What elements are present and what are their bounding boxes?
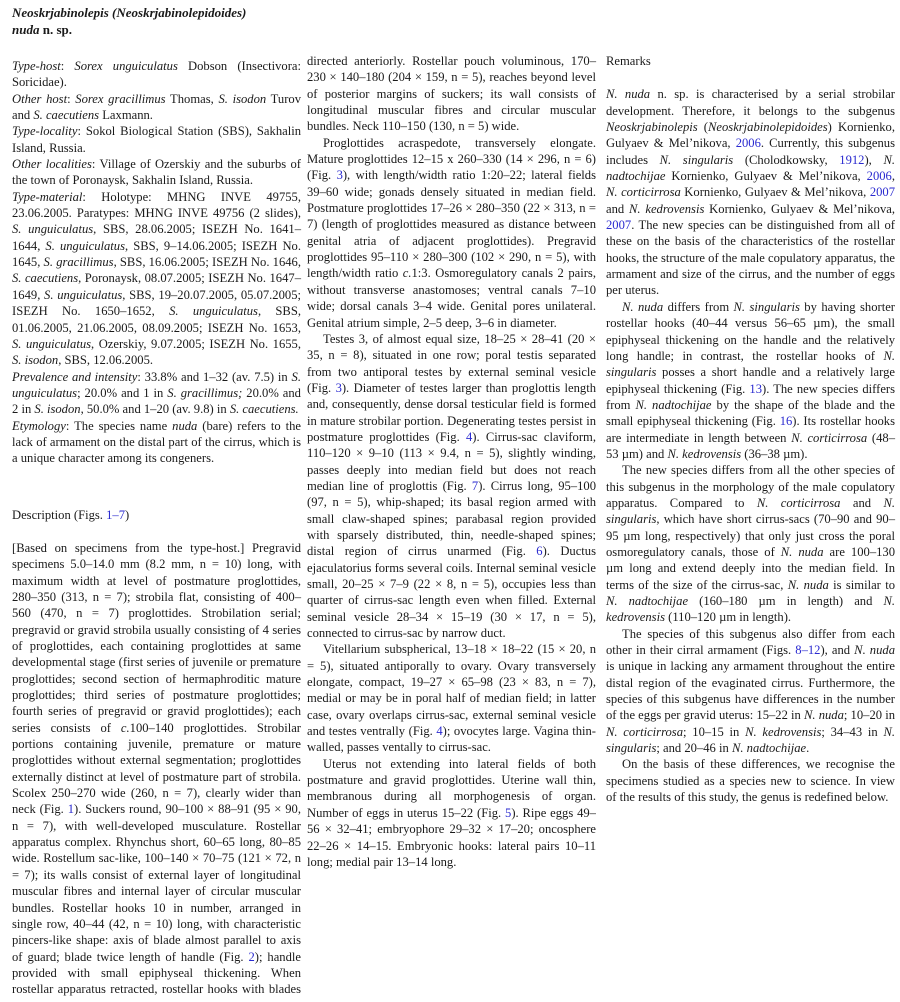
taxonomy-entry: Other host: Sorex gracillimus Thomas, S. isodon Turov and S. caecutiens Laxmann. [12,91,301,123]
title-suffix: n. sp. [42,22,72,37]
italic-taxon: N. nadtochijae [731,741,807,756]
italic-taxon: S. isodon [12,353,59,368]
italic-taxon: S. gracillimus [43,255,114,270]
taxonomy-label: Prevalence and intensity [12,369,138,384]
italic-taxon: N. nadtochijae [635,397,712,412]
taxonomy-entry: Prevalence and intensity: 33.8% and 1–32 (av. 7.5) in S. unguiculatus; 20.0% and 1 in S. gracillimus; 20.0% and 2 in S. isodon, 50.0% and 1–20 (av. 9.8) in S. caecutiens. [12,369,301,417]
italic-taxon: S. unguiculatus [12,336,92,351]
taxonomy-entry: Other localities: Village of Ozerskiy and the suburbs of the town of Poronaysk, Sakhalin Island, Russia. [12,157,301,188]
figure-ref-link[interactable]: 2006 [866,169,892,184]
italic-taxon: N. nuda [787,577,829,592]
figure-ref-link[interactable]: 6 [536,544,543,559]
italic-taxon: N. corticirrosa [791,430,868,445]
italic-taxon: S. gracillimus; [167,385,243,400]
figure-ref-link[interactable]: 7 [471,478,479,493]
figure-ref-link[interactable]: 2007 [606,218,632,233]
italic-taxon: N. corticirrosa [756,495,841,510]
italic-taxon: Neoskrjabinolepidoides [708,120,828,135]
italic-taxon: N. nuda [804,708,844,723]
figure-ref-link[interactable]: 5 [505,805,512,820]
italic-taxon: S. caecutiens. [229,402,299,417]
taxonomy-label: Other localities [12,157,92,172]
figure-ref-link[interactable]: 8–12 [795,643,821,658]
column-left [12,0,301,998]
italic-taxon: S. unguiculatus [45,238,126,253]
italic-taxon: Sorex unguiculatus [74,59,178,73]
taxonomy-block [12,58,301,467]
italic-taxon: N. kedrovensis [606,594,895,625]
italic-taxon: S. unguiculatus [12,222,94,237]
italic-taxon: S. unguiculatus [44,287,123,302]
italic-taxon: S. unguiculatus [12,369,301,400]
description-heading: Description (Figs. 1–7) [12,507,130,522]
figure-ref-link[interactable]: 4 [466,429,473,444]
italic-taxon: N. singularis [606,724,895,756]
description-body [12,540,301,998]
figure-ref-link[interactable]: 1 [67,802,75,817]
column-middle [307,53,596,870]
body-paragraph: directed anteriorly. Rostellar pouch voluminous, 170–230 × 140–180 (204 × 159, n = 5), reaches beyond level of posterior margins of suckers; its wall consists of longitudinal muscular fibres and circular muscular bundles. Neck 110–150 (130, n = 5) wide. [307,54,596,134]
figure-ref-link[interactable]: 2 [248,949,255,964]
body-paragraph: Vitellarium subspherical, 13–18 × 18–22 (15 × 20, n = 5), situated antiporally to ovary. Ovary transversely elongate, compact, 19–27 × 65–98 (23 × 83, n = 7), medial or may be in poral half of median field; in latter case, ovary overlaps cirrus-sac, external seminal vesicle and testes ventrally (Fig. 4); ovocytes large. Vagina thin-walled, passes ventally to cirrus-sac. [307,642,596,755]
figure-ref-link[interactable]: 3 [335,380,342,395]
body-paragraph: N. nuda n. sp. is characterised by a serial strobilar development. Therefore, it belongs to the subgenus Neoskrjabinolepis (Neoskrjabinolepidoides) Kornienko, Gulyaev & Mel’nikova, 2006. Currently, this subgenus includes N. singularis (Cholodkowsky, 1912), N. nadtochijae Kornienko, Gulyaev & Mel’nikova, 2006, N. corticirrosa Kornienko, Gulyaev & Mel’nikova, 2007 and N. kedrovensis Kornienko, Gulyaev & Mel’nikova, 2007. The new species can be distinguished from all of these on the basis of the characteristics of the rostellar hooks, the structure of the male copulatory apparatus, the armament and size of the cirrus, and the number of eggs per uterus. [606,87,896,298]
body-paragraph: [Based on specimens from the type-host.] Pregravid specimens 5.0–14.0 mm (8.2 mm, n = 10) long, with maximum width at level of postmature proglottides, 280–350 (313, n = 7); strobila flat, consisting of 400–560 (470, n = 7) proglottides. Strobilation serial; pregravid or gravid strobila usually consisting of 4 series of proglottides, each containing proglottides at same developmental stage (first series of juvenile or premature proglottides; second section of hermaphroditic mature proglottides; third series of postmature proglottides; fourth series of pregravid or gravid proglottides); each series consists of c.100–140 proglottides. Strobilar portions containing juvenile, premature or mature proglottides without external segmentation; proglottides externally distinct at level of postmature part of strobila. Scolex 250–270 wide (260, n = 7), clearly wider than neck (Fig. 1). Suckers round, 90–100 × 88–91 (95 × 90, n = 7), with well-developed musculature. Rostellar apparatus complex. Rhynchus short, 60–65 long, 80–85 wide. Rostellum sac-like, 100–140 × 70–75 (121 × 72, n = 7); its walls consist of external layer of longitudinal muscular fibres and internal layer of circular muscular bundles. Rostellar hooks 10 in number, arranged in single row, 40–44 (42, n = 10) long, with characteristic pincers-like shape: axis of blade almost parallel to axis of guard; blade twice length of handle (Fig. 2); handle provided with small epiphyseal thickening. When rostellar apparatus retracted, rostellar hooks with blades [12,540,302,997]
italic-taxon: N. singularis [606,348,895,380]
italic-taxon: S. caecutiens [12,271,79,286]
italic-taxon: S. unguiculatus [169,304,258,319]
body-paragraph: On the basis of these differences, we recognise the specimens studied as a species new to science. In view of the results of this study, the genus is redefined below. [606,757,895,805]
italic-taxon: N. corticirrosa [606,185,681,200]
italic-taxon: N. nuda [622,299,664,314]
body-paragraph: The species of this subgenus also differ from each other in their cirral armament (Figs. 8–12), and N. nuda is unique in lacking any armament throughout the entire distal region of the evaginated cirrus. Furthermore, the species of this subgenus have differences in the number of the eggs per gravid uterus: 15–22 in N. nuda; 10–20 in N. corticirrosa; 10–15 in N. kedrovensis; 34–43 in N. singularis; and 20–46 in N. nadtochijae. [606,626,895,756]
figure-ref-link[interactable]: 1–7 [106,507,125,522]
italic-taxon: N. kedrovensis [629,201,705,216]
italic-taxon: S. isodon [34,402,81,417]
taxonomy-label: Other host [12,91,68,106]
italic-taxon: c. [402,266,412,281]
taxonomy-label: Type-locality [12,124,78,139]
italic-taxon: S. isodon [218,91,267,106]
body-paragraph: Testes 3, of almost equal size, 18–25 × 28–41 (20 × 35, n = 8), situated in one row; poral testis separated from two antiporal testes by external seminal vesicle (Fig. 3). Diameter of testes larger than proglottis length and, consequently, dense dorsal testicular field is formed in mature strobilar portion. Degenerating testes persist in postmature proglottides (Fig. 4). Cirrus-sac claviform, 110–120 × 9–10 (113 × 9.4, n = 5), slightly winding, passes deeply into median field but does not reach median line of proglottis (Fig. 7). Cirrus long, 95–100 (97, n = 5), whip-shaped; its basal region armed with small claw-shaped spines; parabasal region provided with sparsely distributed, thin, needle-shaped spines; distal region of cirrus unarmed (Fig. 6). Ductus ejaculatorius forms several coils. Internal seminal vesicle small, 20–25 × 7–9 (22 × 8, n = 5), occupies less than quarter of cirrus-sac length even when filled. External seminal vesicle 28–34 × 15–19 (30 × 17, n = 5), connected to cirrus-sac by narrow duct. [307,331,597,641]
figure-ref-link[interactable]: 3 [336,168,343,183]
taxonomy-entry: Type-host: Sorex unguiculatus Dobson (Insectivora: Soricidae). [12,59,301,90]
italic-taxon: N. kedrovensis [745,724,822,739]
figure-ref-link[interactable]: 16 [779,414,793,429]
italic-taxon: S. caecutiens [33,108,100,123]
italic-taxon: N. nadtochijae [606,152,895,184]
taxonomy-entry: Type-material: Holotype: MHNG INVE 49755, 23.06.2005. Paratypes: MHNG INVE 49756 (2 slides), S. unguiculatus, SBS, 28.06.2005; ISEZH No. 1641–1644, S. unguiculatus, SBS, 9–14.06.2005; ISEZH No. 1645, S. gracillimus, SBS, 16.06.2005; ISEZH No. 1646, S. caecutiens, Poronaysk, 08.07.2005; ISEZH No. 1647–1649, S. unguiculatus, SBS, 19–20.07.2005, 05.07.2005; ISEZH No. 1650–1652, S. unguiculatus, SBS, 01.06.2005, 21.06.2005, 08.09.2005; ISEZH No. 1653, S. unguiculatus, Ozerskiy, 9.07.2005; ISEZH No. 1655, S. isodon, SBS, 12.06.2005. [12,189,302,368]
italic-taxon: Neoskrjabinolepis [606,120,698,135]
body-paragraph: Proglottides acraspedote, transversely elongate. Mature proglottides 12–15 x 260–330 (14 × 296, n = 6) (Fig. 3), with length/width ratio 1:20–22; lateral fields 39–60 wide; gonads densely situated in median field. Postmature proglottides 17–26 × 280–350 (22 × 313, n = 7) (length of proglottides measured as distance between genital atria of adjacent proglottides). Pregravid proglottides 95–110 × 280–300 (102 × 290, n = 5), with length/width ratio c.1:3. Osmoregulatory canals 2 pairs, without transverse anastomoses; ventral canals 7–10 wide; dorsal canals 3–4 wide. Genital pores unilateral. Genital atrium simple, 2–5 deep, 3–6 in diameter. [307,135,596,330]
taxonomy-label: Etymology [12,418,66,433]
taxonomy-label: Type-host [12,59,61,73]
title-genus: Neoskrjabinolepis [12,5,109,20]
italic-taxon: N. nuda [606,87,651,102]
italic-taxon: N. kedrovensis [667,446,742,461]
body-paragraph: The new species differs from all the other species of this subgenus in the morphology of the male copulatory apparatus. Compared to N. corticirrosa and N. singularis, which have short cirrus-sacs (70–90 and 90–95 µm long, respectively) that only just cross the poral osmoregulatory canals, those of N. nuda are 100–130 µm long and extend deeply into the median field. In terms of the size of the cirrus-sac, N. nuda is similar to N. nadtochijae (160–180 µm in length) and N. kedrovensis (110–120 µm in length). [606,463,896,625]
column-right [606,53,895,805]
italic-taxon: N. nuda [780,544,824,559]
figure-ref-link[interactable]: 13 [749,381,762,396]
species-title [12,4,301,38]
body-paragraph: Uterus not extending into lateral fields of both postmature and gravid proglottides. Uterine wall thin, membranous during all morphogenesis of organ. Number of eggs in uterus 15–22 (Fig. 5). Ripe eggs 49–56 × 32–41; embryophore 29–32 × 17–20; oncosphere 22–26 × 14–15. Embryonic hooks: lateral pairs 10–11 long; medial pair 13–14 long. [307,756,596,869]
body-paragraph: N. nuda differs from N. singularis by having shorter rostellar hooks (40–44 versus 56–65 µm), the small epiphyseal thickening on the handle and the relatively long handle; in contrast, the rostellar hooks of N. singularis posses a short handle and a relatively large epiphyseal thickening (Fig. 13). The new species differs from N. nadtochijae by the shape of the blade and the small epiphyseal thickening (Fig. 16). Its rostellar hooks are intermediate in length between N. corticirrosa (48–53 µm) and N. kedrovensis (36–38 µm). [606,299,896,461]
italic-taxon: c. [120,720,130,735]
figure-ref-link[interactable]: 2007 [869,185,895,200]
italic-taxon: N. singularis [659,152,734,167]
title-subgenus: (Neoskrjabinolepidoides) [112,5,247,20]
remarks-body [606,86,895,805]
italic-taxon: N. corticirrosa [606,724,684,739]
figure-ref-link[interactable]: 4 [436,724,443,739]
italic-taxon: N. singularis [606,495,895,527]
italic-taxon: Sorex gracillimus [75,91,166,106]
italic-taxon: N. nuda [854,643,895,658]
taxonomy-entry: Type-locality: Sokol Biological Station (SBS), Sakhalin Island, Russia. [12,124,301,155]
taxonomy-entry: Etymology: The species name nuda (bare) refers to the lack of armament on the distal part of the cirrus, which is a unique character among its congeners. [12,418,302,466]
italic-taxon: N. singularis [733,299,800,314]
italic-taxon: N. nadtochijae [606,594,689,608]
title-species: nuda [12,22,40,37]
remarks-heading: Remarks [606,54,651,68]
taxonomy-label: Type-material [12,189,83,204]
italic-taxon: nuda [172,418,198,433]
figure-ref-link[interactable]: 1912 [839,152,865,167]
figure-ref-link[interactable]: 2006 [735,136,761,151]
